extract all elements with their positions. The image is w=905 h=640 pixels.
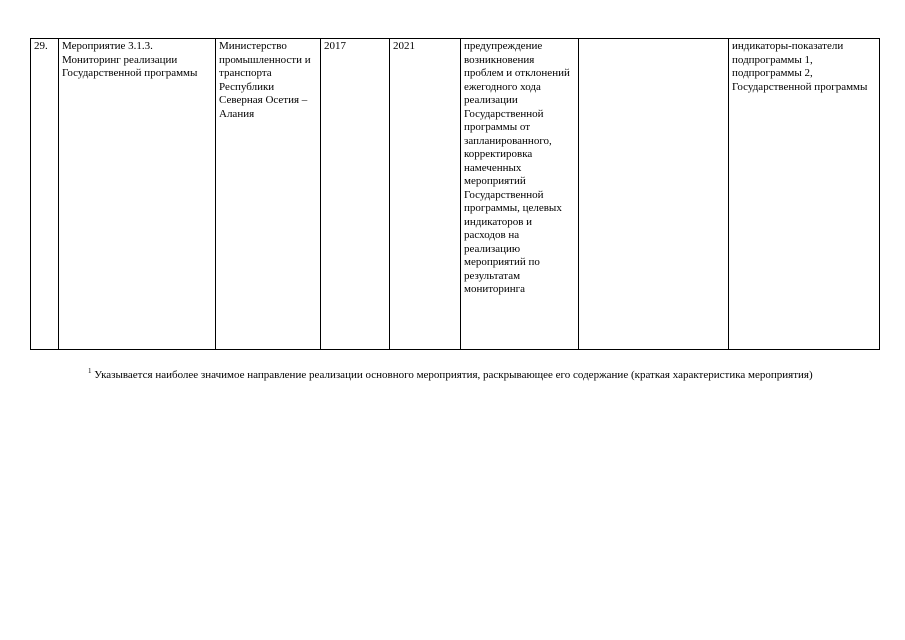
indicators-cell: индикаторы-показатели подпрограммы 1, подпрограммы 2, Государственной программы (729, 39, 880, 350)
expected-result-cell: предупреждение возникновения проблем и отклонений ежегодного хода реализации Государственной программы от запланированного, корректировка намеченных мероприятий Государственной программы, целевых индикаторов и расходов на реализацию мероприятий по результатам мониторинга (461, 39, 579, 350)
table-row (31, 39, 880, 350)
start-year-cell: 2017 (321, 39, 390, 350)
footnote (60, 368, 820, 382)
row-number-cell: 29. (31, 39, 59, 350)
footnote-text: Указывается наиболее значимое направление реализации основного мероприятия, раскрывающее его содержание (краткая характеристика мероприятия) (94, 369, 813, 381)
footnote-marker: 1 (88, 367, 92, 375)
activity-name-cell: Мероприятие 3.1.3. Мониторинг реализации Государственной программы (59, 39, 216, 350)
consequences-cell (579, 39, 729, 350)
program-activities-table (30, 38, 880, 350)
executor-cell: Министерство промышленности и транспорта Республики Северная Осетия – Алания (216, 39, 321, 350)
end-year-cell: 2021 (390, 39, 461, 350)
